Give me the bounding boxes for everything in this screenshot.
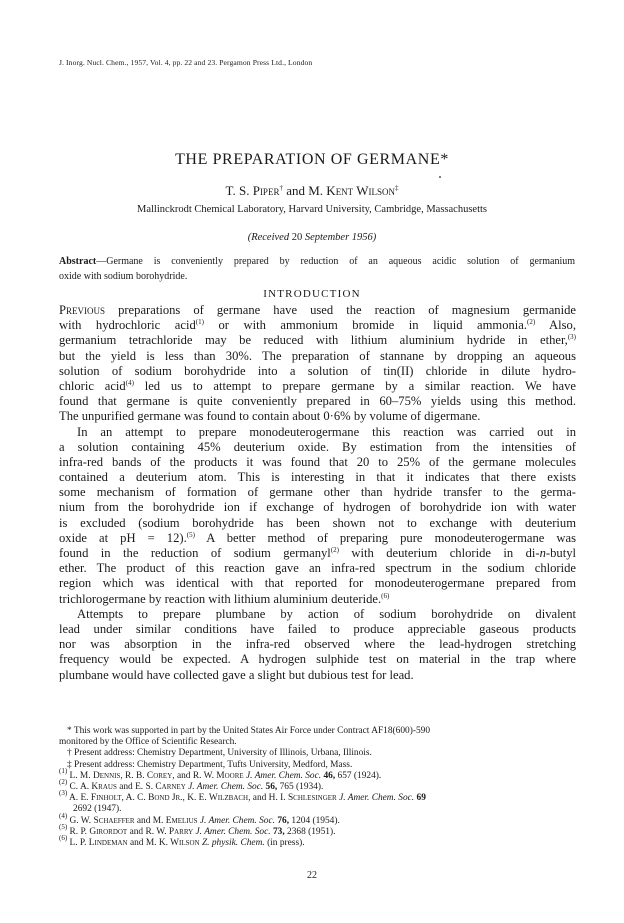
reference-1: $^{(1)}$ L. M. Dennis, R. B. Corey, and R. W. Moore J. Amer. Chem. Soc. 46, 657 (1924). [59, 766, 382, 781]
reference-3: $^{(3)}$ A. E. Finholt, A. C. Bond Jr., K. E. Wilzbach, and H. I. Schlesinger J. Amer. Chem. Soc. 69 [59, 789, 426, 804]
body-text [59, 303, 576, 683]
section-heading-introduction: INTRODUCTION [263, 288, 361, 300]
text-line: The unpurified germane was found to contain about 0·6% by volume of digermane. [59, 409, 481, 424]
text-line: infra-red bands of the products it was found that 20 to 25% of the germane molecules [59, 454, 576, 469]
text-line: some mechanism of formation of germane other than hydride transfer to the germa- [59, 485, 576, 500]
footnote-address-2: ‡ Present address: Chemistry Department, Tufts University, Medford, Mass. [67, 759, 353, 770]
text-line: Previous preparations of germane have used the reaction of magnesium germanide [59, 303, 576, 317]
text-line: nor was absorption in the infra-red observed where the lead-hydrogen stretching [59, 637, 576, 652]
text-line: germanium tetrachloride may be reduced with lithium aluminium hydride in ether,$^{(3)}$ [59, 333, 576, 348]
text-line: oxide at pH = 12).$^{(5)}$ A better method of preparing pure monodeuterogermane was [59, 530, 577, 545]
author-line: T. S. Piper† and M. Kent Wilson‡ [225, 183, 399, 198]
footnote-address-1: † Present address: Chemistry Department, University of Illinois, Urbana, Illinois. [67, 748, 372, 759]
text-line: trichlorogermane by reaction with lithium aluminium deuteride.$^{(6)}$ [59, 591, 390, 606]
reference-5: $^{(5)}$ R. P. Girordot and R. W. Parry J. Amer. Chem. Soc. 73, 2368 (1951). [59, 822, 336, 837]
received-date: (Received 20 September 1956) [247, 232, 377, 243]
page-number: 22 [307, 870, 317, 881]
reference-6: $^{(6)}$ L. P. Lindeman and M. K. Wilson Z. physik. Chem. (in press). [59, 833, 305, 848]
abstract-line: Abstract—Germane is conveniently prepared by reduction of an aqueous acidic solution of germanium [59, 256, 575, 267]
text-line: a solution containing 45% deuterium oxide. By estimation from the intensities of [59, 439, 576, 454]
text-line: chloric acid$^{(4)}$ led us to attempt to prepare germane by a similar reaction. We have [59, 378, 577, 393]
abstract-line: oxide with sodium borohydride. [59, 271, 188, 283]
footnote-funding-cont: monitored by the Office of Scientific Research. [59, 737, 237, 748]
text-line: region which was identical with that reported for monodeuterogermane prepared from [59, 576, 576, 591]
text-line: found that germane is quite conveniently prepared in 60–75% yields using this method. [59, 394, 576, 409]
abstract-label: Abstract [59, 256, 97, 267]
journal-citation-header: J. Inorg. Nucl. Chem., 1957, Vol. 4, pp. 22 and 23. Pergamon Press Ltd., London [59, 58, 313, 67]
text-line: ether. The product of this reaction gave an infra-red spectrum in the sodium chloride [59, 561, 576, 576]
text-line: nium from the borohydride ion if exchange of hydrogen of borohydride ion with water [59, 500, 576, 515]
text-line: contained a deuterium atom. This is interesting in that it indicates that there exists [59, 470, 576, 485]
footnotes [59, 726, 576, 849]
stray-mark [439, 176, 441, 178]
text-line: with hydrochloric acid$^{(1)}$ or with ammonium bromide in liquid ammonia.$^{(2)}$ Also, [59, 318, 576, 333]
reference-4: $^{(4)}$ G. W. Schaeffer and M. Emelius J. Amer. Chem. Soc. 76, 1204 (1954). [59, 811, 340, 826]
text-line: frequency would be expected. A hydrogen sulphide test on material in the trap where [59, 652, 576, 667]
text-line: found in the reduction of sodium germanyl$^{(2)}$ with deuterium chloride in di-n-butyl [59, 546, 576, 560]
article-title: THE PREPARATION OF GERMANE* [175, 151, 449, 168]
text-line: In an attempt to prepare monodeuterogermane this reaction was carried out in [77, 424, 576, 439]
abstract [59, 255, 575, 283]
reference-2: $^{(2)}$ C. A. Kraus and E. S. Carney J. Amer. Chem. Soc. 56, 765 (1934). [59, 777, 324, 792]
reference-3-cont: 2692 (1947). [73, 804, 122, 815]
text-line: Attempts to prepare plumbane by action of sodium borohydride on divalent [77, 606, 576, 621]
text-line: but the yield is less than 30%. The preparation of stannane by dropping an aqueous [59, 348, 576, 363]
text-line: is excluded (sodium borohydride has been shown not to exchange with deuterium [59, 515, 576, 530]
text-line: lead under similar conditions have failed to produce appreciable gaseous products [59, 621, 576, 636]
affiliation: Mallinckrodt Chemical Laboratory, Harvard University, Cambridge, Massachusetts [136, 204, 487, 215]
text-line: solution of sodium borohydride into a solution of tin(II) chloride in dilute hydro- [59, 363, 576, 378]
footnote-funding: * This work was supported in part by the United States Air Force under Contract AF18(600)-590 [67, 726, 431, 736]
text-line: plumbane would have collected gave a slight but dubious test for lead. [59, 667, 414, 682]
